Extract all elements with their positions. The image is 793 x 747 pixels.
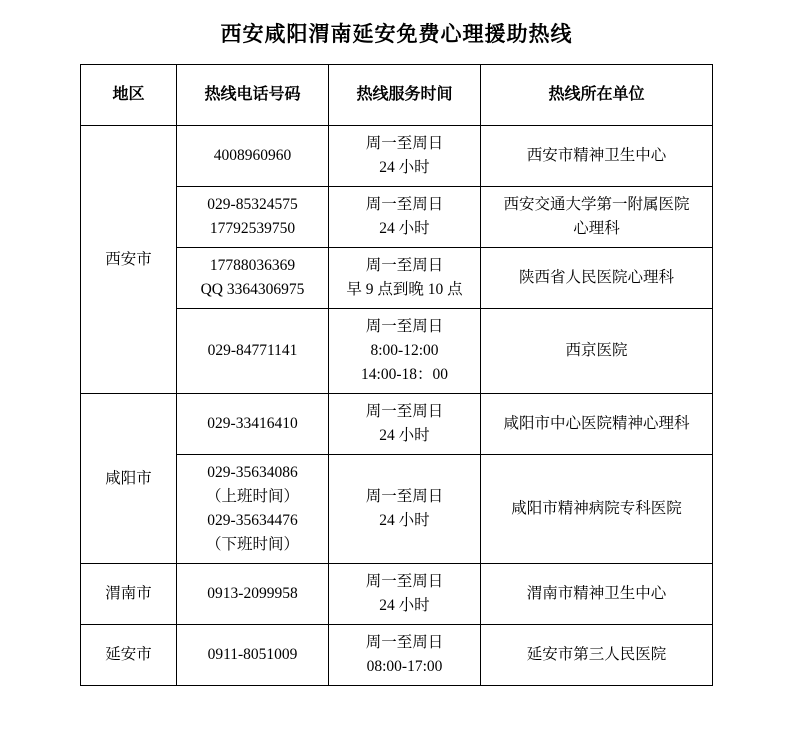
unit-cell-line: 渭南市精神卫生中心 bbox=[526, 585, 667, 603]
time-cell-line: 周一至周日 bbox=[365, 135, 444, 152]
unit-cell-line: 西安市精神卫生中心 bbox=[526, 147, 667, 164]
region-cell: 咸阳市 bbox=[81, 394, 177, 564]
table-row bbox=[81, 126, 713, 187]
column-header-region: 地区 bbox=[81, 65, 177, 126]
time-cell-line: 24 小时 bbox=[379, 512, 430, 530]
table-header bbox=[81, 65, 713, 126]
table-row bbox=[81, 564, 713, 625]
page-title: 西安咸阳渭南延安免费心理援助热线 bbox=[220, 22, 573, 46]
phone-cell-line: 17792539750 bbox=[209, 220, 296, 238]
time-cell bbox=[329, 564, 481, 625]
time-cell-line: 周一至周日 bbox=[365, 634, 444, 652]
column-header-phone: 热线电话号码 bbox=[177, 65, 329, 126]
phone-cell bbox=[177, 248, 329, 309]
phone-cell-line: QQ 3364306975 bbox=[200, 281, 305, 299]
time-cell-line: 8:00-12:00 bbox=[370, 342, 439, 360]
phone-cell bbox=[177, 455, 329, 564]
phone-cell bbox=[177, 187, 329, 248]
unit-cell-line: 咸阳市中心医院精神心理科 bbox=[503, 415, 690, 433]
unit-cell-line: 延安市第三人民医院 bbox=[526, 646, 667, 664]
unit-cell-line: 咸阳市精神病院专科医院 bbox=[511, 500, 682, 518]
phone-cell-line: 4008960960 bbox=[213, 147, 292, 164]
table-body bbox=[81, 126, 713, 686]
unit-cell bbox=[481, 248, 713, 309]
region-cell: 西安市 bbox=[81, 126, 177, 394]
phone-cell bbox=[177, 309, 329, 394]
time-cell-line: 24 小时 bbox=[379, 427, 430, 445]
region-cell: 渭南市 bbox=[81, 564, 177, 625]
table-row bbox=[81, 394, 713, 455]
unit-cell bbox=[481, 455, 713, 564]
time-cell-line: 周一至周日 bbox=[365, 196, 444, 214]
unit-cell bbox=[481, 394, 713, 455]
time-cell bbox=[329, 455, 481, 564]
time-cell bbox=[329, 248, 481, 309]
hotline-table bbox=[80, 64, 713, 686]
unit-cell bbox=[481, 309, 713, 394]
region-cell: 延安市 bbox=[81, 625, 177, 686]
unit-cell-line: 心理科 bbox=[573, 220, 620, 238]
time-cell-line: 周一至周日 bbox=[365, 403, 444, 421]
time-cell bbox=[329, 309, 481, 394]
time-cell bbox=[329, 625, 481, 686]
phone-cell bbox=[177, 394, 329, 455]
unit-cell-line: 陕西省人民医院心理科 bbox=[518, 269, 674, 287]
unit-cell bbox=[481, 625, 713, 686]
phone-cell-line: 17788036369 bbox=[209, 257, 296, 275]
time-cell-line: 周一至周日 bbox=[365, 488, 444, 506]
time-cell bbox=[329, 126, 481, 187]
time-cell bbox=[329, 187, 481, 248]
unit-cell bbox=[481, 126, 713, 187]
phone-cell-line: 029-33416410 bbox=[207, 415, 298, 433]
column-header-unit: 热线所在单位 bbox=[481, 65, 713, 126]
phone-cell-line: （下班时间） bbox=[205, 536, 299, 554]
time-cell-line: 早 9 点到晚 10 点 bbox=[346, 281, 463, 299]
phone-cell-line: 029-35634086 bbox=[207, 464, 298, 482]
unit-cell-line: 西安交通大学第一附属医院 bbox=[503, 196, 690, 214]
phone-cell bbox=[177, 126, 329, 187]
unit-cell bbox=[481, 187, 713, 248]
phone-cell-line: 029-85324575 bbox=[207, 196, 298, 214]
table-header-row bbox=[81, 65, 713, 126]
table-row bbox=[81, 625, 713, 686]
unit-cell bbox=[481, 564, 713, 625]
time-cell bbox=[329, 394, 481, 455]
phone-cell-line: 029-84771141 bbox=[207, 342, 298, 360]
phone-cell bbox=[177, 625, 329, 686]
document-page bbox=[0, 18, 793, 747]
time-cell-line: 08:00-17:00 bbox=[366, 658, 443, 676]
phone-cell-line: 029-35634476 bbox=[207, 512, 298, 530]
column-header-time: 热线服务时间 bbox=[329, 65, 481, 126]
time-cell-line: 周一至周日 bbox=[365, 257, 444, 275]
time-cell-line: 24 小时 bbox=[379, 220, 430, 238]
phone-cell-line: 0911-8051009 bbox=[207, 646, 298, 664]
time-cell-line: 24 小时 bbox=[379, 159, 430, 177]
time-cell-line: 周一至周日 bbox=[365, 318, 444, 336]
phone-cell bbox=[177, 564, 329, 625]
unit-cell-line: 西京医院 bbox=[565, 342, 628, 360]
phone-cell-line: （上班时间） bbox=[205, 488, 299, 506]
time-cell-line: 周一至周日 bbox=[365, 573, 444, 591]
time-cell-line: 24 小时 bbox=[379, 597, 430, 615]
time-cell-line: 14:00-18：00 bbox=[361, 366, 448, 384]
phone-cell-line: 0913-2099958 bbox=[207, 585, 298, 603]
